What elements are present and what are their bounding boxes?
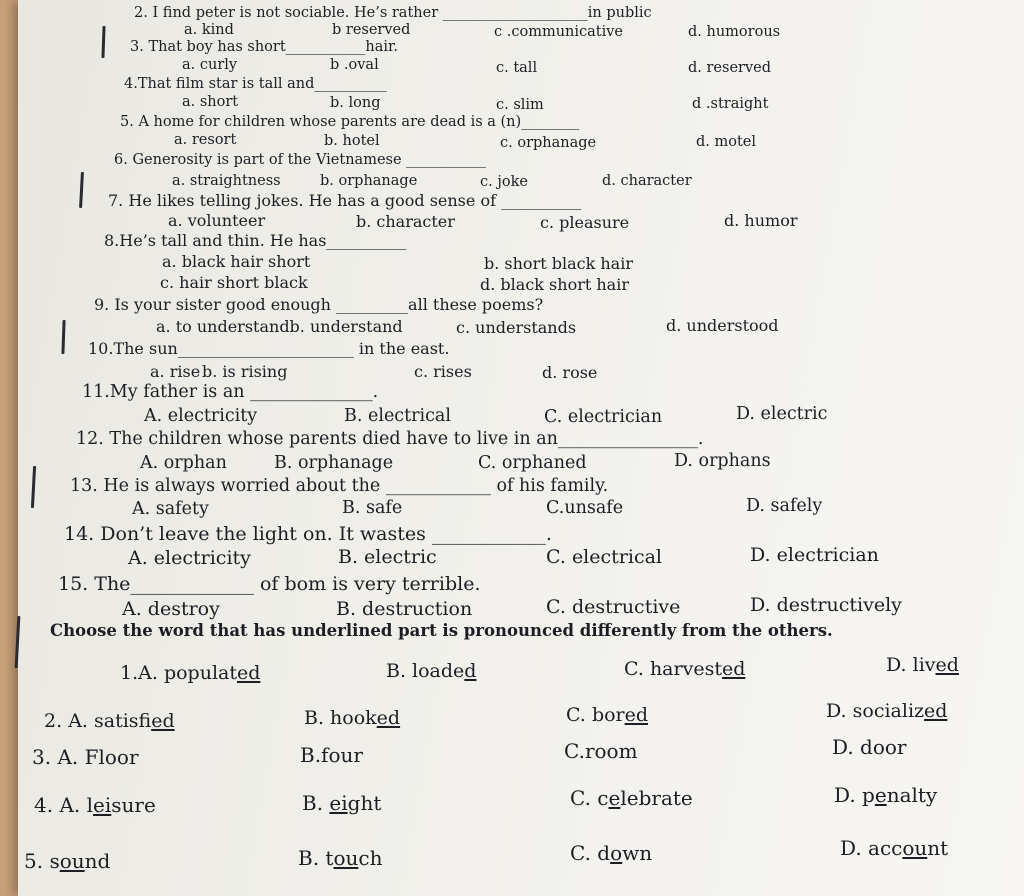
word-part: D. acc (840, 836, 903, 860)
pron-option-5d[interactable] (840, 838, 948, 858)
question-number: 5. (120, 114, 134, 130)
option-a[interactable]: a. straightness (172, 173, 281, 189)
question-text: all these poems? (408, 295, 544, 314)
answer-blank[interactable]: ______________________ (177, 339, 354, 358)
option-b[interactable]: b. orphanage (320, 173, 418, 189)
question-text: That boy has short (148, 39, 286, 55)
word-part: wn (622, 841, 653, 865)
question-text: . (697, 429, 704, 449)
option-a[interactable]: a. rise (150, 362, 201, 381)
question-text: The sun (113, 339, 178, 358)
answer-blank[interactable]: _________ (336, 295, 409, 314)
item-number: 2. (44, 710, 63, 732)
option-b[interactable]: b. short black hair (484, 254, 633, 273)
word-part: C. d (570, 841, 611, 865)
word-part: A. populat (138, 662, 237, 684)
word-part: C.room (564, 739, 638, 763)
question-11 (82, 384, 378, 402)
question-9 (94, 297, 543, 313)
option-c[interactable]: c. pleasure (540, 213, 630, 232)
question-13 (70, 478, 608, 496)
underlined-part: ou (59, 849, 85, 873)
option-a[interactable]: a. short (182, 94, 239, 110)
question-number: 7. (108, 191, 124, 210)
question-15 (58, 575, 480, 594)
question-text: . (372, 382, 379, 402)
question-12 (76, 431, 703, 449)
question-number: 4. (124, 76, 138, 92)
answer-blank[interactable]: ________________ (557, 429, 698, 449)
underlined-part: o (610, 841, 623, 865)
question-14 (64, 525, 552, 544)
option-b[interactable]: b. hotel (324, 133, 380, 149)
option-a[interactable]: a. curly (182, 57, 238, 73)
answer-blank[interactable]: ____________ (385, 476, 491, 496)
word-part: nt (927, 836, 949, 860)
question-number: 15. (58, 573, 89, 595)
answer-blank[interactable]: ___________ (285, 39, 366, 55)
underlined-part: ou (333, 846, 359, 870)
option-b[interactable]: B. destruction (336, 598, 473, 620)
underlined-part: ed (624, 704, 649, 726)
question-number: 11. (82, 382, 110, 402)
question-text: of bom is very terrible. (259, 573, 481, 595)
pron-option-3b[interactable] (300, 745, 363, 765)
option-c[interactable]: C. orphaned (478, 453, 587, 473)
question-6 (114, 153, 486, 168)
item-number: 4. (34, 793, 54, 817)
option-b[interactable]: B. electrical (344, 406, 451, 426)
question-text: The (94, 573, 131, 595)
answer-blank[interactable]: __________ (326, 231, 407, 250)
question-7 (108, 193, 581, 209)
pron-option-2d[interactable] (826, 702, 947, 721)
option-b[interactable]: b. character (356, 212, 455, 231)
option-b[interactable]: B. orphanage (274, 453, 394, 473)
question-text: The children whose parents died have to live in an (109, 429, 558, 449)
answer-blank[interactable]: ______________ (250, 382, 373, 402)
option-a[interactable]: A. safety (132, 499, 209, 519)
question-text: of his family. (496, 476, 609, 496)
answer-blank[interactable]: ___________ (406, 152, 486, 168)
option-c[interactable]: C. destructive (546, 596, 681, 618)
option-d[interactable]: D. destructively (750, 594, 902, 616)
margin-mark (101, 26, 105, 58)
option-a[interactable]: a. resort (174, 132, 237, 148)
underlined-part: ed (376, 707, 401, 729)
word-part: C. harvest (624, 658, 722, 680)
question-10 (88, 341, 449, 357)
option-c[interactable]: c. rises (414, 362, 472, 381)
underlined-part: ei (329, 791, 348, 815)
option-c[interactable]: c. understands (456, 318, 577, 337)
pron-option-4d[interactable] (834, 785, 937, 805)
underlined-part: ed (151, 710, 175, 732)
option-a[interactable]: A. electricity (144, 406, 258, 426)
option-c[interactable]: C. electrician (544, 407, 663, 427)
option-d[interactable]: d. rose (542, 363, 598, 382)
option-d[interactable]: d. motel (696, 134, 757, 150)
word-part: A. l (59, 793, 94, 817)
question-number: 10. (88, 339, 114, 358)
word-part: D. p (834, 783, 875, 807)
word-part: C. bor (566, 704, 625, 726)
option-d[interactable]: D. electrician (750, 544, 879, 566)
question-text: Don’t leave the light on. It wastes (100, 523, 426, 545)
pron-option-3a[interactable] (32, 747, 139, 767)
pron-option-4c[interactable] (570, 788, 693, 808)
word-part: B. (302, 791, 330, 815)
question-text: I find peter is not sociable. He’s rather (152, 5, 443, 21)
option-c[interactable]: C.unsafe (546, 498, 624, 518)
question-text: Is your sister good enough (114, 295, 331, 314)
option-d[interactable]: d. humorous (688, 24, 781, 40)
option-a-b[interactable]: a. to understandb. understand (156, 317, 403, 336)
underlined-part: ed (924, 700, 948, 722)
word-part: sure (111, 793, 156, 817)
option-a[interactable]: a. volunteer (168, 211, 266, 230)
pron-option-4b[interactable] (302, 793, 381, 813)
word-part: s (49, 849, 60, 873)
worksheet-page (18, 0, 1024, 896)
question-text: He likes telling jokes. He has a good sense of (128, 191, 496, 210)
margin-mark (31, 466, 36, 508)
word-part: D. door (832, 735, 907, 759)
question-number: 12. (76, 429, 104, 449)
underlined-part: ed (935, 654, 959, 676)
pron-option-5a[interactable] (24, 851, 110, 871)
word-part: ght (347, 791, 382, 815)
question-4 (124, 77, 387, 92)
pron-option-3c[interactable] (564, 741, 638, 761)
margin-mark (61, 320, 65, 354)
option-d[interactable]: D. orphans (674, 451, 771, 471)
option-c[interactable]: c .communicative (494, 24, 624, 40)
option-c[interactable]: c. orphanage (500, 135, 597, 151)
pron-option-2b[interactable] (304, 709, 400, 728)
item-number: 5. (24, 849, 44, 873)
underlined-part: e (874, 783, 887, 807)
option-d[interactable]: d. black short hair (480, 275, 629, 294)
answer-blank[interactable]: __________ (501, 191, 582, 210)
question-number: 8. (104, 231, 120, 250)
question-text: He is always worried about the (103, 476, 381, 496)
word-part: C. c (570, 786, 609, 810)
question-number: 6. (114, 152, 128, 168)
answer-blank[interactable]: ____________________ (442, 5, 588, 21)
option-c[interactable]: c. tall (496, 60, 538, 76)
option-d[interactable]: d. character (602, 173, 692, 189)
underlined-part: e (608, 786, 621, 810)
pron-option-4a[interactable] (34, 795, 156, 815)
pron-option-2c[interactable] (566, 706, 648, 725)
option-b[interactable]: b. is rising (202, 362, 288, 381)
question-text: . (545, 523, 552, 545)
pron-option-5c[interactable] (570, 843, 652, 863)
option-d[interactable]: D. electric (736, 404, 828, 424)
question-text: in public (587, 5, 652, 21)
underlined-part: d (464, 660, 477, 682)
option-c[interactable]: C. electrical (546, 546, 662, 568)
option-d[interactable]: D. safely (746, 496, 823, 516)
option-b[interactable]: B. safe (342, 498, 403, 518)
option-b[interactable]: b reserved (332, 22, 411, 38)
option-b[interactable]: b .oval (330, 57, 379, 73)
option-d[interactable]: d .straight (692, 96, 769, 112)
question-number: 14. (64, 523, 95, 545)
underlined-part: ed (721, 658, 746, 680)
margin-mark (79, 172, 84, 208)
word-part: A. Floor (57, 745, 139, 769)
option-b[interactable]: b. long (330, 95, 381, 111)
section-heading: Choose the word that has underlined part is pronounced differently from the others. (50, 621, 833, 640)
question-text: hair. (365, 39, 398, 55)
word-part: A. satisfi (68, 710, 152, 732)
question-2 (134, 6, 652, 21)
pron-option-1a[interactable] (120, 664, 260, 683)
option-a[interactable]: A. orphan (140, 453, 227, 473)
item-number: 1. (120, 662, 139, 684)
word-part: lebrate (620, 786, 693, 810)
option-c[interactable]: c. slim (496, 97, 544, 113)
question-8 (104, 233, 406, 249)
answer-blank[interactable]: ____________ (431, 523, 546, 545)
word-part: nalty (886, 783, 938, 807)
option-a[interactable]: A. electricity (128, 547, 251, 569)
option-a[interactable]: a. black hair short (162, 252, 311, 271)
option-a[interactable]: a. kind (184, 22, 234, 38)
word-part: D. liv (886, 654, 936, 676)
word-part: nd (84, 849, 111, 873)
pron-option-1d[interactable] (886, 656, 959, 675)
question-3 (130, 40, 398, 55)
pron-option-2a[interactable] (44, 712, 175, 731)
word-part: B. t (298, 846, 334, 870)
answer-blank[interactable]: _____________ (130, 573, 254, 595)
question-5 (120, 115, 579, 130)
question-number: 13. (70, 476, 98, 496)
pron-option-5b[interactable] (298, 848, 382, 868)
word-part: B. loade (386, 660, 465, 682)
item-number: 3. (32, 745, 52, 769)
answer-blank[interactable]: ________ (521, 114, 580, 130)
answer-blank[interactable]: __________ (314, 76, 387, 92)
option-d[interactable]: d. humor (724, 211, 798, 230)
question-text: He’s tall and thin. He has (119, 231, 327, 250)
word-part: B. hook (304, 707, 377, 729)
underlined-part: ou (902, 836, 928, 860)
underlined-part: ei (93, 793, 112, 817)
word-part: B.four (300, 743, 363, 767)
option-d[interactable]: d. understood (666, 316, 779, 335)
question-text: That film star is tall and (137, 76, 315, 92)
underlined-part: ed (236, 662, 261, 684)
question-text: in the east. (358, 339, 450, 358)
question-number: 3. (130, 39, 144, 55)
question-text: Generosity is part of the Vietnamese (132, 152, 402, 168)
question-number: 2. (134, 5, 148, 21)
pron-option-1b[interactable] (386, 662, 476, 681)
question-number: 9. (94, 295, 110, 314)
question-text: My father is an (109, 382, 245, 402)
margin-mark (15, 616, 21, 668)
question-text: A home for children whose parents are dead is a (n) (138, 114, 522, 130)
pron-option-3d[interactable] (832, 737, 906, 757)
pron-option-1c[interactable] (624, 660, 745, 679)
option-c[interactable]: c. joke (480, 174, 528, 190)
word-part: ch (358, 846, 383, 870)
option-d[interactable]: d. reserved (688, 60, 772, 76)
option-b[interactable]: B. electric (338, 546, 437, 568)
option-c[interactable]: c. hair short black (160, 273, 308, 292)
option-a[interactable]: A. destroy (122, 598, 220, 620)
word-part: D. socializ (826, 700, 925, 722)
